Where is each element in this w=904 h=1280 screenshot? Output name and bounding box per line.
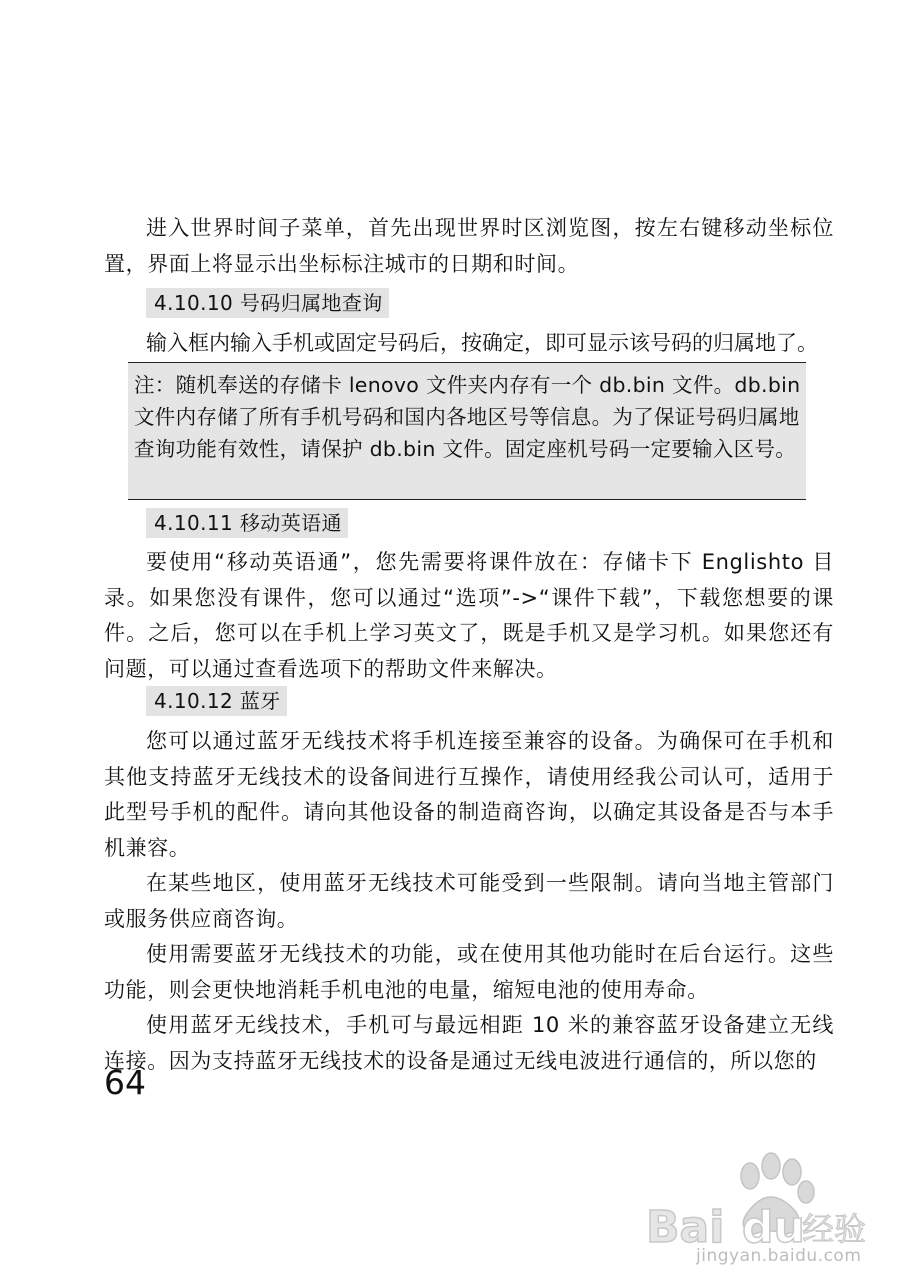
watermark-url: jingyan.baidu.com	[696, 1246, 862, 1266]
note-text: 注：随机奉送的存储卡 lenovo 文件夹内存有一个 db.bin 文件。db.bin 文件内存储了所有手机号码和国内各地区号等信息。为了保证号码归属地查询功能有效性，请保护 db.bin 文件。固定座机号码一定要输入区号。	[134, 373, 801, 461]
section-heading-4-10-10: 4.10.10 号码归属地查询	[146, 288, 389, 318]
paragraph-bluetooth-4: 使用蓝牙无线技术，手机可与最远相距 10 米的兼容蓝牙设备建立无线连接。因为支持蓝牙无线技术的设备是通过无线电波进行通信的，所以您的	[104, 1013, 834, 1073]
svg-text:经验: 经验	[802, 1210, 867, 1248]
paragraph-number-lookup: 输入框内输入手机或固定号码后，按确定，即可显示该号码的归属地了。	[146, 331, 818, 355]
section-heading-4-10-12: 4.10.12 蓝牙	[146, 686, 287, 716]
baidu-jingyan-watermark	[638, 1146, 878, 1271]
svg-text:du: du	[742, 1202, 805, 1253]
paragraph-bluetooth-1: 您可以通过蓝牙无线技术将手机连接至兼容的设备。为确保可在手机和其他支持蓝牙无线技术的设备间进行互操作，请使用经我公司认可，适用于此型号手机的配件。请向其他设备的制造商咨询，以确定其设备是否与本手机兼容。	[104, 729, 834, 860]
paragraph-bluetooth-3: 使用需要蓝牙无线技术的功能，或在使用其他功能时在后台运行。这些功能，则会更快地消耗手机电池的电量，缩短电池的使用寿命。	[104, 942, 834, 1002]
paragraph-english: 要使用“移动英语通”，您先需要将课件放在：存储卡下 Englishto 目录。如果您没有课件，您可以通过“选项”->“课件下载”，下载您想要的课件。之后，您可以在手机上学习英文了，既是手机又是学习机。如果您还有问题，可以通过查看选项下的帮助文件来解决。	[104, 550, 834, 681]
section-heading-4-10-11: 4.10.11 移动英语通	[146, 508, 348, 538]
paragraph-world-time: 进入世界时间子菜单，首先出现世界时区浏览图，按左右键移动坐标位置，界面上将显示出坐标标注城市的日期和时间。	[104, 216, 834, 276]
page-number: 64	[104, 1063, 146, 1102]
svg-text:Bai: Bai	[646, 1202, 725, 1253]
note-box	[128, 362, 806, 500]
paragraph-bluetooth-2: 在某些地区，使用蓝牙无线技术可能受到一些限制。请向当地主管部门或服务供应商咨询。	[104, 871, 834, 931]
